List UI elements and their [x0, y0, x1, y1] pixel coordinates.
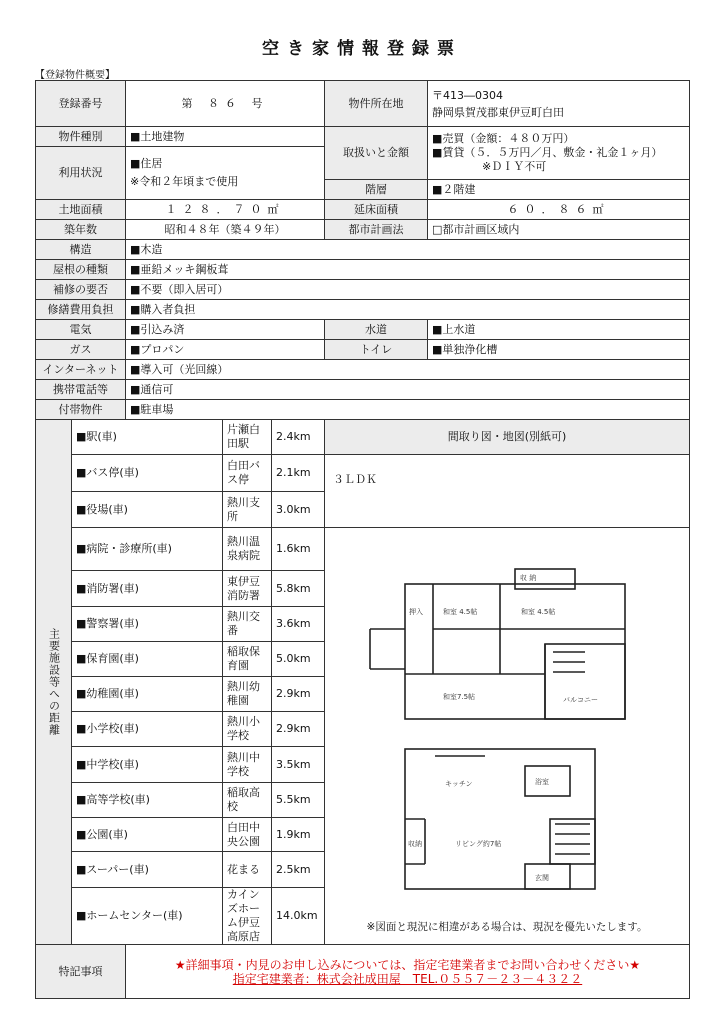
address: 静岡県賀茂郡東伊豆町白田: [432, 105, 564, 119]
floors-value: ■２階建: [428, 180, 690, 200]
room-kitchen: キッチン: [445, 779, 473, 788]
internet-label: インターネット: [36, 360, 126, 380]
usage-main: ■住居: [130, 157, 163, 170]
roof-value: ■亜鉛メッキ鋼板葺: [126, 260, 690, 280]
facility-kind: ■駅(車): [72, 420, 223, 455]
facility-place: 熱川幼稚園: [223, 677, 272, 711]
deal-note: ※ＤＩＹ不可: [482, 160, 547, 173]
facility-distance: 2.1km: [276, 466, 311, 479]
roof-label: 屋根の種類: [36, 260, 126, 280]
facility-name: [223, 712, 325, 747]
room-storage: 収 納: [520, 573, 537, 582]
land-area-label: 土地面積: [36, 200, 126, 220]
usage-label: 利用状況: [36, 147, 126, 200]
floor-plan-drawing: [325, 534, 689, 939]
room-tatami-3: 和室7.5帖: [443, 692, 476, 701]
reg-no-label: 登録番号: [36, 81, 126, 127]
facility-name: [223, 492, 325, 528]
facility-distance: 3.0km: [276, 502, 311, 516]
floors-label: 階層: [325, 180, 428, 200]
floor-area-value: ６０．８６㎡: [428, 200, 690, 220]
facility-distance: 5.8km: [276, 581, 311, 595]
location-value: [428, 81, 690, 127]
facility-place: 白田中央公園: [223, 818, 272, 851]
age-value: 昭和４８年（築４９年）: [126, 220, 325, 240]
room-tatami-2: 和室 4.5帖: [521, 607, 556, 616]
facility-place: 熱川交番: [223, 607, 272, 641]
deal-label: 取扱いと金額: [325, 127, 428, 180]
room-living: リビング約7帖: [455, 839, 502, 848]
usage-value: [126, 147, 325, 200]
facility-name: [223, 420, 325, 455]
facility-place: 片瀬白田駅: [223, 420, 272, 454]
room-bath: 浴室: [535, 777, 549, 786]
location-label: 物件所在地: [325, 81, 428, 127]
facility-distance: 2.4km: [276, 430, 311, 443]
facility-kind: ■スーパー(車): [72, 852, 223, 888]
facility-distance: 2.5km: [276, 862, 311, 876]
remarks-value: [126, 945, 690, 999]
deal-rent: ■賃貸（５．５万円／月、敷金・礼金１ヶ月）: [432, 146, 663, 159]
section-label: 【登録物件概要】: [35, 70, 115, 81]
facility-place: 稲取高校: [223, 783, 272, 817]
electric-value: ■引込み済: [126, 320, 325, 340]
facility-distance: 5.5km: [276, 793, 311, 806]
deal-sale: ■売買（金額：４８０万円）: [432, 132, 575, 145]
facility-kind: ■幼稚園(車): [72, 677, 223, 712]
room-balcony: バルコニー: [563, 695, 598, 704]
facility-name: [223, 677, 325, 712]
facility-kind: ■高等学校(車): [72, 783, 223, 818]
internet-value: ■導入可（光回線）: [126, 360, 690, 380]
water-label: 水道: [325, 320, 428, 340]
repair-value: ■不要（即入居可）: [126, 280, 690, 300]
facility-kind: ■バス停(車): [72, 455, 223, 492]
postal-code: 〒413―0304: [432, 88, 503, 102]
facility-distance: 1.6km: [276, 542, 311, 555]
structure-value: ■木造: [126, 240, 690, 260]
facility-place: 熱川支所: [223, 492, 272, 527]
structure-label: 構造: [36, 240, 126, 260]
usage-note: ※令和２年頃まで使用: [130, 175, 239, 188]
gas-label: ガス: [36, 340, 126, 360]
city-plan-label: 都市計画法: [325, 220, 428, 240]
type-label: 物件種別: [36, 127, 126, 147]
facility-distance: 2.9km: [276, 687, 311, 700]
plan-note: ※図面と現況に相違がある場合は、現況を優先いたします。: [366, 920, 648, 933]
facility-name: [223, 783, 325, 818]
facility-kind: ■保育園(車): [72, 642, 223, 677]
facility-distance: 2.9km: [276, 722, 311, 735]
facility-place: 熱川中学校: [223, 747, 272, 782]
floor-plan-cell: [325, 528, 690, 945]
room-entrance: 玄関: [535, 873, 549, 882]
plan-header: 間取り図・地図(別紙可): [325, 420, 690, 455]
facility-name: [223, 607, 325, 642]
facility-name: [223, 852, 325, 888]
facility-kind: ■警察署(車): [72, 607, 223, 642]
electric-label: 電気: [36, 320, 126, 340]
facility-place: 東伊豆消防署: [223, 571, 272, 606]
page-title: 空き家情報登録票: [262, 39, 462, 59]
facility-place: 白田バス停: [223, 455, 272, 491]
facility-kind: ■公園(車): [72, 818, 223, 852]
facilities-label: 主要施設等への距離: [47, 628, 61, 736]
land-area-value: １２８．７０㎡: [126, 200, 325, 220]
property-table: [35, 80, 690, 999]
facility-name: [223, 528, 325, 571]
facility-place: カインズホーム伊豆高原店: [223, 888, 272, 944]
age-label: 築年数: [36, 220, 126, 240]
repair-cost-value: ■購入者負担: [126, 300, 690, 320]
facility-distance: 1.9km: [276, 827, 311, 841]
facility-name: [223, 818, 325, 852]
facility-name: [223, 571, 325, 607]
toilet-label: トイレ: [325, 340, 428, 360]
facility-distance: 3.5km: [276, 757, 311, 771]
mobile-value: ■通信可: [126, 380, 690, 400]
toilet-value: ■単独浄化槽: [428, 340, 690, 360]
facility-distance: 3.6km: [276, 617, 311, 630]
facility-kind: ■ホームセンター(車): [72, 888, 223, 945]
facility-kind: ■役場(車): [72, 492, 223, 528]
facility-name: [223, 642, 325, 677]
facility-place: 熱川小学校: [223, 712, 272, 746]
extras-label: 付帯物件: [36, 400, 126, 420]
mobile-label: 携帯電話等: [36, 380, 126, 400]
room-closet: 押入: [409, 607, 423, 616]
floor-area-label: 延床面積: [325, 200, 428, 220]
type-value: ■土地建物: [126, 127, 325, 147]
facility-name: [223, 455, 325, 492]
facility-distance: 5.0km: [276, 652, 311, 665]
repair-cost-label: 修繕費用負担: [36, 300, 126, 320]
facility-place: 稲取保育園: [223, 642, 272, 676]
facility-kind: ■小学校(車): [72, 712, 223, 747]
reg-no-value: 第 ８６ 号: [126, 81, 325, 127]
deal-value: [428, 127, 690, 180]
water-value: ■上水道: [428, 320, 690, 340]
repair-label: 補修の要否: [36, 280, 126, 300]
facility-kind: ■中学校(車): [72, 747, 223, 783]
facility-distance: 14.0km: [276, 909, 318, 922]
layout-type: ３ＬＤＫ: [325, 455, 690, 528]
extras-value: ■駐車場: [126, 400, 690, 420]
room-tatami-1: 和室 4.5帖: [443, 607, 478, 616]
remarks-label: 特記事項: [36, 945, 126, 999]
facility-place: 熱川温泉病院: [223, 528, 272, 570]
remarks-line-2: 指定宅建業者：株式会社成田屋 TEL.０５５７－２３－４３２２: [232, 971, 583, 986]
room-storage-2: 収納: [408, 839, 422, 848]
facility-name: [223, 747, 325, 783]
facility-place: 花まる: [223, 852, 272, 887]
facility-kind: ■消防署(車): [72, 571, 223, 607]
facility-kind: ■病院・診療所(車): [72, 528, 223, 571]
city-plan-value: □都市計画区域内: [428, 220, 690, 240]
facilities-label-cell: [36, 420, 72, 945]
facility-name: [223, 888, 325, 945]
remarks-line-1: ★詳細事項・内見のお申し込みについては、指定宅建業者までお問い合わせください★: [174, 957, 641, 972]
gas-value: ■プロパン: [126, 340, 325, 360]
